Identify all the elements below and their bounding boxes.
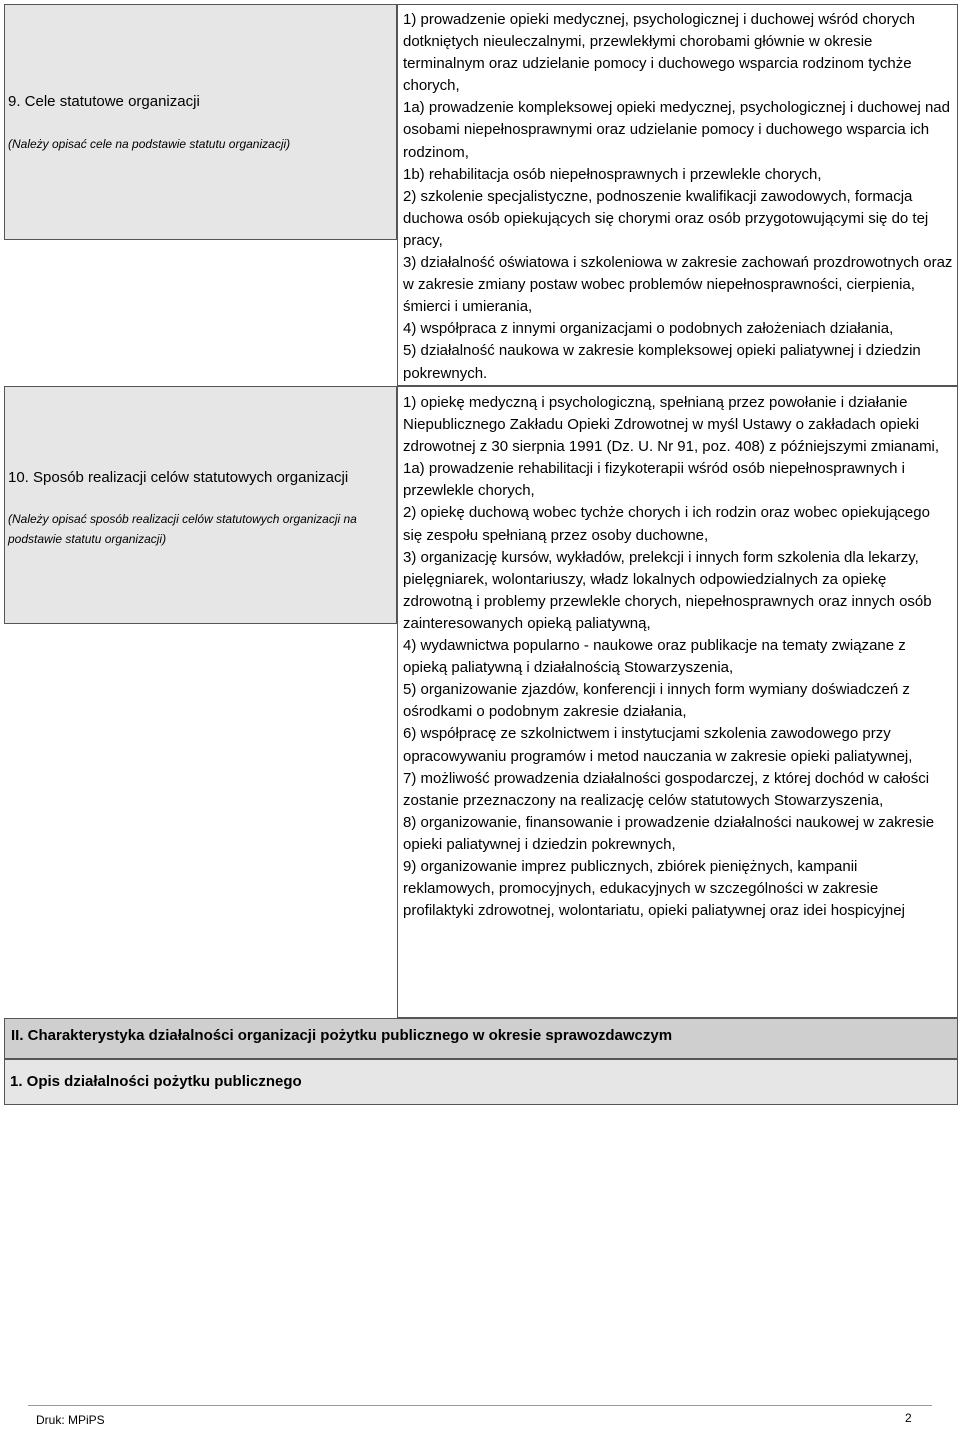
list-item: 9) organizowanie imprez publicznych, zbiórek pieniężnych, kampanii reklamowych, promocyjnych, edukacyjnych w szczególności w zakresie profilaktyki zdrowotnej, wolontariatu, opieki paliatywnej oraz idei hospicyjnej — [403, 857, 905, 920]
section-10-label-cell — [4, 386, 397, 624]
list-item: 5) działalność naukowa w zakresie kompleksowej opieki paliatywnej i dziedzin pokrewnych. — [403, 342, 921, 382]
list-item: 2) szkolenie specjalistyczne, podnoszenie kwalifikacji zawodowych, formacja duchowa osób opiekujących się chorymi oraz osób przygotowującymi się do tej pracy, — [403, 187, 929, 249]
section-10-note: (Należy opisać sposób realizacji celów statutowych organizacji na podstawie statutu organizacji) — [8, 512, 357, 546]
section-9-title: 9. Cele statutowe organizacji — [8, 93, 200, 110]
footer-page-number: 2 — [905, 1411, 912, 1425]
list-item: 2) opiekę duchową wobec tychże chorych i ich rodzin oraz wobec opiekującego się zespołu spełnianą przez osoby duchowne, — [403, 504, 930, 544]
list-item: 1a) prowadzenie rehabilitacji i fizykoterapii wśród osób niepełnosprawnych i przewlekle chorych, — [403, 460, 905, 500]
list-item: 6) współpracę ze szkolnictwem i instytucjami szkolenia zawodowego przy opracowywaniu programów i metod nauczania w zakresie opieki paliatywnej, — [403, 725, 913, 765]
section-10-title: 10. Sposób realizacji celów statutowych organizacji — [8, 469, 349, 486]
section-9-content — [397, 4, 958, 386]
list-item: 1a) prowadzenie kompleksowej opieki medycznej, psychologicznej i duchowej nad osobami niepełnosprawnymi oraz udzielanie pomocy i duchowego wsparcia ich rodzinom, — [403, 99, 950, 161]
list-item: 4) wydawnictwa popularno - naukowe oraz publikacje na tematy związane z opieką paliatywną i działalnością Stowarzyszenia, — [403, 637, 906, 677]
part-2-title: II. Charakterystyka działalności organizacji pożytku publicznego w okresie sprawozdawczym — [11, 1027, 673, 1044]
section-9-note: (Należy opisać cele na podstawie statutu organizacji) — [8, 137, 291, 151]
list-item: 7) możliwość prowadzenia działalności gospodarczej, z której dochód w całości zostanie przeznaczony na realizację celów statutowych Stowarzyszenia, — [403, 769, 930, 809]
footer-rule — [28, 1405, 932, 1406]
list-item: 1) prowadzenie opieki medycznej, psychologicznej i duchowej wśród chorych dotkniętych nieuleczalnymi, przewlekłymi chorobami głównie w okresie terminalnym oraz udzielanie pomocy i duchowego wsparcia rodzinom tychże chorych, — [403, 11, 915, 95]
part-2-subtitle: 1. Opis działalności pożytku publicznego — [10, 1073, 302, 1090]
section-9-label-cell — [4, 4, 397, 240]
part-2-subheading-row — [4, 1059, 958, 1105]
list-item: 8) organizowanie, finansowanie i prowadzenie działalności naukowej w zakresie opieki paliatywnej i dziedzin pokrewnych, — [403, 813, 935, 853]
list-item: 1b) rehabilitacja osób niepełnosprawnych i przewlekle chorych, — [403, 165, 822, 183]
section-9-list — [403, 9, 953, 385]
footer-print-label: Druk: MPiPS — [36, 1413, 105, 1427]
list-item: 5) organizowanie zjazdów, konferencji i innych form wymiany doświadczeń z ośrodkami o podobnym zakresie działania, — [403, 681, 910, 721]
list-item: 1) opiekę medyczną i psychologiczną, spełnianą przez powołanie i działanie Niepublicznego Zakładu Opieki Zdrowotnej w myśl Ustawy o zakładach opieki zdrowotnej z 30 sierpnia 1991 (Dz. U. Nr 91, poz. 408) z późniejszymi zmianami, — [403, 394, 940, 456]
list-item: 3) organizację kursów, wykładów, prelekcji i innych form szkolenia dla lekarzy, pielęgniarek, wolontariuszy, władz lokalnych odpowiedzialnych za opiekę zdrowotną i problemy przewlekle chorych, niepełnosprawnych oraz innych osób zainteresowanych opieką paliatywną, — [403, 548, 932, 632]
section-10-list — [403, 392, 953, 922]
section-10-content — [397, 386, 958, 1018]
list-item: 4) współpraca z innymi organizacjami o podobnych założeniach działania, — [403, 320, 894, 338]
list-item: 3) działalność oświatowa i szkoleniowa w zakresie zachowań prozdrowotnych oraz w zakresie zmiany postaw wobec problemów niepełnosprawności, cierpienia, śmierci i umierania, — [403, 254, 953, 316]
part-2-heading-row — [4, 1018, 958, 1059]
